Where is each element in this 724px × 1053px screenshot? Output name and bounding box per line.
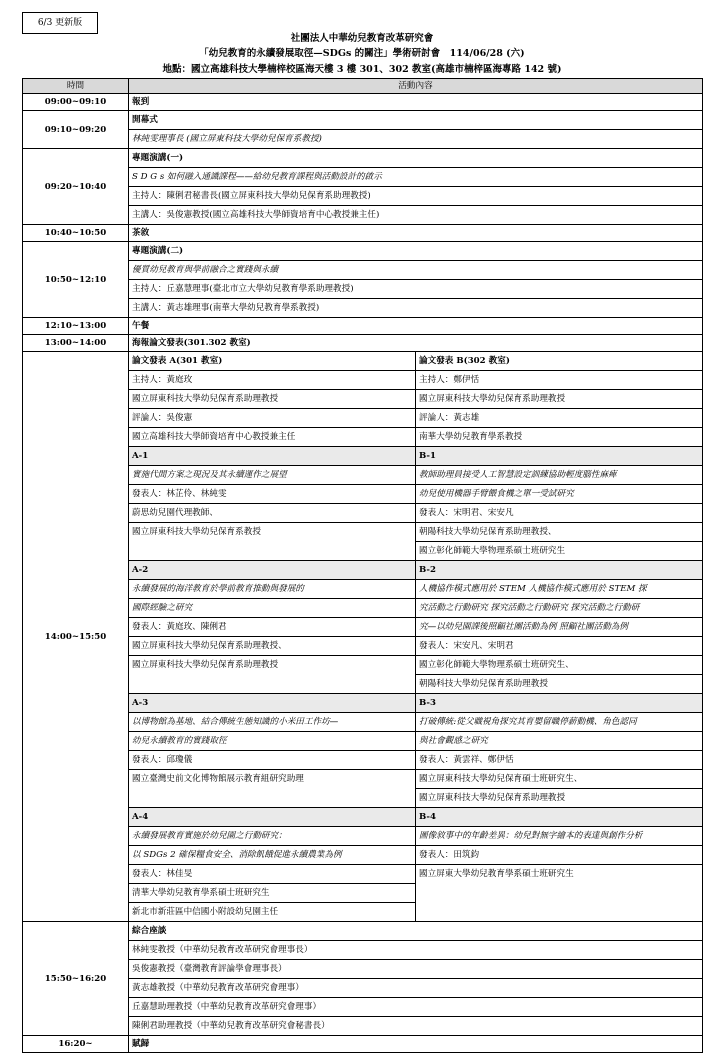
activity-cell xyxy=(129,94,703,111)
activity-line: 吳俊憲教授（臺灣教育評論學會理事長） xyxy=(129,960,702,979)
paper-title: 圖像敘事中的年齡差異：幼兒對無字繪本的表達與創作分析 xyxy=(416,827,702,846)
activity-line: 丘嘉慧助理教授（中華幼兒教育改革研究會理事） xyxy=(129,998,702,1017)
activity-title: 開幕式 xyxy=(129,111,702,130)
time-cell: 09:20~10:40 xyxy=(23,149,129,225)
paper-code: B-1 xyxy=(416,447,702,466)
activity-title: 茶敘 xyxy=(132,228,150,238)
schedule-table xyxy=(22,78,703,1053)
paper-author-line: 發表人：邱瓊儀 xyxy=(129,751,415,770)
paper-author-line: 發表人：林佳旻 xyxy=(129,865,415,884)
paper-title: 人機協作模式應用於 STEM 人機協作模式應用於 STEM 探 xyxy=(416,580,702,599)
paper-author-line: 朝陽科技大學幼兒保育系助理教授、 xyxy=(416,523,702,542)
paper-author-line: 國立彰化師範大學物理系碩士班研究生、 xyxy=(416,656,702,675)
activity-line: 主持人：丘嘉慧理事(臺北市立大學幼兒教育學系助理教授) xyxy=(129,280,702,299)
room-line: 主持人：鄭伊恬 xyxy=(416,371,702,390)
table-row xyxy=(23,242,703,318)
table-row xyxy=(23,318,703,335)
paper-title: 究—以幼兒園課後照顧社團活動為例 照顧社團活動為例 xyxy=(416,618,702,637)
activity-line: 林純雯理事長 (國立屏東科技大學幼兒保育系教授) xyxy=(132,134,322,144)
paper-code: A-4 xyxy=(129,808,415,827)
time-cell: 09:00~09:10 xyxy=(23,94,129,111)
room-line: 國立屏東科技大學幼兒保育系助理教授 xyxy=(416,390,702,409)
version-label: 6/3 更新版 xyxy=(22,12,98,34)
paper-code: B-4 xyxy=(416,808,702,827)
paper-author-line: 國立屏東科技大學幼兒保育系助理教授、 xyxy=(129,637,415,656)
time-cell: 10:40~10:50 xyxy=(23,225,129,242)
table-row xyxy=(23,94,703,111)
table-row xyxy=(23,1036,703,1053)
paper-title: 打破傳統:從父職視角探究其育嬰留職停薪動機、角色認同 xyxy=(416,713,702,732)
activity-title: 專題演講(二) xyxy=(129,242,702,261)
activity-title: 海報論文發表(301.302 教室) xyxy=(132,338,251,348)
paper-code: B-3 xyxy=(416,694,702,713)
room-b-cell xyxy=(416,352,703,447)
time-cell: 16:20~ xyxy=(23,1036,129,1053)
activity-title: 報到 xyxy=(132,97,150,107)
activity-cell xyxy=(129,225,703,242)
paper-author-line: 國立屏東科技大學幼兒保育系教授 xyxy=(132,527,261,537)
paper-code: A-1 xyxy=(129,447,415,466)
paper-cell-a xyxy=(129,808,416,922)
paper-title: 教師助理員接受人工智慧設定訓練協助輕度腦性麻痺 xyxy=(416,466,702,485)
paper-title: 究活動之行動研究 探究活動之行動研究 探究活動之行動研 xyxy=(416,599,702,618)
table-row xyxy=(23,225,703,242)
activity-line: 主講人：黃志雄理事(南華大學幼兒教育學系教授) xyxy=(132,303,320,313)
time-cell: 14:00~15:50 xyxy=(23,352,129,922)
paper-author-line: 新北市新莊區中信國小附設幼兒園主任 xyxy=(132,907,279,917)
paper-author-line: 國立屏東科技大學幼兒保育系助理教授 xyxy=(419,793,566,803)
table-row xyxy=(23,149,703,225)
activity-cell xyxy=(129,922,703,1036)
paper-title: 永續發展的海洋教育於學前教育推動與發展的 xyxy=(129,580,415,599)
time-cell: 12:10~13:00 xyxy=(23,318,129,335)
table-row xyxy=(23,922,703,1036)
activity-column-header: 活動內容 xyxy=(129,79,703,94)
activity-cell xyxy=(129,335,703,352)
paper-author-line: 發表人：黃雲祥、鄭伊恬 xyxy=(416,751,702,770)
paper-cell-a xyxy=(129,561,416,694)
paper-author-line: 國立屏東科技大學幼兒保育系助理教授 xyxy=(132,660,279,670)
organizer-title: 社團法人中華幼兒教育改革研究會 xyxy=(290,33,434,44)
activity-line: 主持人：陳俐君秘書長(國立屏東科技大學幼兒保育系助理教授) xyxy=(129,187,702,206)
activity-cell xyxy=(129,149,703,225)
paper-author-line: 國立屏東大學幼兒教育學系碩士班研究生 xyxy=(419,869,574,879)
paper-cell-b xyxy=(416,447,703,561)
paper-author-line: 發表人：林芷伶、林純雯 xyxy=(129,485,415,504)
room-title: 論文發表 A(301 教室) xyxy=(129,352,415,371)
paper-title: 以 SDGs 2 確保糧食安全、消除飢餓促進永續農業為例 xyxy=(129,846,415,865)
time-cell: 13:00~14:00 xyxy=(23,335,129,352)
activity-cell xyxy=(129,242,703,318)
table-row xyxy=(23,352,703,447)
paper-cell-b xyxy=(416,561,703,694)
paper-author-line: 發表人：田筑鈞 xyxy=(416,846,702,865)
activity-title: 專題演講(一) xyxy=(129,149,702,168)
paper-cell-b xyxy=(416,808,703,922)
paper-author-line: 國立臺灣史前文化博物館展示教育組研究助理 xyxy=(132,774,304,784)
paper-author-line: 國立屏東科技大學幼兒保育碩士班研究生、 xyxy=(416,770,702,789)
room-line: 主持人：黃庭玫 xyxy=(129,371,415,390)
paper-code: B-2 xyxy=(416,561,702,580)
event-title: 「幼兒教育的永續發展取徑—SDGs 的關注」學術研討會 114/06/28 (六) xyxy=(199,48,525,59)
activity-cell xyxy=(129,1036,703,1053)
paper-cell-a xyxy=(129,447,416,561)
paper-code: A-3 xyxy=(129,694,415,713)
table-row xyxy=(23,335,703,352)
paper-author-line: 清華大學幼兒教育學系碩士班研究生 xyxy=(129,884,415,903)
paper-author-line: 發表人：宋安凡、宋明君 xyxy=(416,637,702,656)
paper-code: A-2 xyxy=(129,561,415,580)
room-line: 國立高雄科技大學師資培育中心教授兼主任 xyxy=(132,432,296,442)
paper-author-line: 朝陽科技大學幼兒保育系助理教授 xyxy=(419,679,548,689)
activity-title: 綜合座談 xyxy=(129,922,702,941)
room-line: 評論人：黃志雄 xyxy=(416,409,702,428)
paper-cell-b xyxy=(416,694,703,808)
activity-title: 賦歸 xyxy=(132,1039,150,1049)
time-cell: 10:50~12:10 xyxy=(23,242,129,318)
paper-title: 與社會觀感之研究 xyxy=(416,732,702,751)
activity-cell xyxy=(129,318,703,335)
room-line: 南華大學幼兒教育學系教授 xyxy=(419,432,523,442)
time-column-header: 時間 xyxy=(23,79,129,94)
paper-cell-a xyxy=(129,694,416,808)
activity-line: 林純雯教授（中華幼兒教育改革研究會理事長） xyxy=(129,941,702,960)
paper-author-line: 發表人：黃庭玫、陳俐君 xyxy=(129,618,415,637)
room-a-cell xyxy=(129,352,416,447)
paper-author-line: 國立彰化師範大學物理系碩士班研究生 xyxy=(419,546,566,556)
room-line: 評論人：吳俊憲 xyxy=(129,409,415,428)
time-cell: 09:10~09:20 xyxy=(23,111,129,149)
paper-title: 永續發展教育實施於幼兒園之行動研究： xyxy=(129,827,415,846)
paper-author-line: 發表人：宋明君、宋安凡 xyxy=(416,504,702,523)
room-title: 論文發表 B(302 教室) xyxy=(416,352,702,371)
activity-line: 主講人：吳俊憲教授(國立高雄科技大學師資培育中心教授兼主任) xyxy=(132,210,380,220)
table-header-row xyxy=(23,79,703,94)
paper-title: 幼兒使用機器手臂餵食機之單一受試研究 xyxy=(416,485,702,504)
activity-line: 黃志雄教授（中華幼兒教育改革研究會理事） xyxy=(129,979,702,998)
paper-title: 以博物館為基地、結合傳統生態知識的小米田工作坊— xyxy=(129,713,415,732)
paper-title: 實施代間方案之現況及其永續運作之展望 xyxy=(129,466,415,485)
activity-line: 陳俐君助理教授（中華幼兒教育改革研究會秘書長） xyxy=(132,1021,330,1031)
paper-title: 幼兒永續教育的實踐取徑 xyxy=(129,732,415,751)
paper-author-line: 蔚思幼兒園代理教師、 xyxy=(129,504,415,523)
activity-line: S D G s 如何融入通識課程——給幼兒教育課程與活動設計的啟示 xyxy=(129,168,702,187)
venue-line: 地點：國立高雄科技大學楠梓校區海天樓 3 樓 301、302 教室(高雄市楠梓區海專路 142 號) xyxy=(162,64,562,75)
activity-cell xyxy=(129,111,703,149)
table-row xyxy=(23,111,703,149)
room-line: 國立屏東科技大學幼兒保育系助理教授 xyxy=(129,390,415,409)
activity-line: 優質幼兒教育與學前融合之實踐與永續 xyxy=(129,261,702,280)
activity-title: 午餐 xyxy=(132,321,150,331)
paper-title: 國際經驗之研究 xyxy=(129,599,415,618)
time-cell: 15:50~16:20 xyxy=(23,922,129,1036)
